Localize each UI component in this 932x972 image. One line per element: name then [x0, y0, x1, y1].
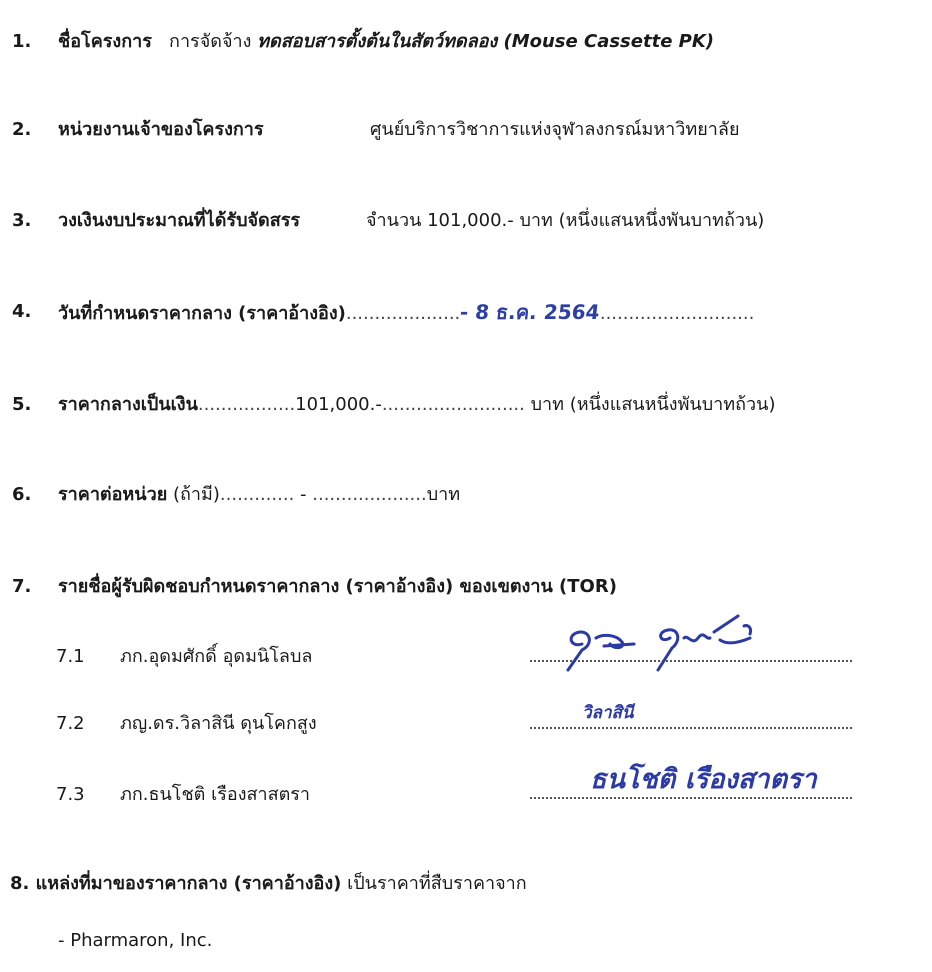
item-1-project: ทดสอบสารตั้งต้นในสัตว์ทดลอง (Mouse Cassette PK) — [257, 31, 715, 52]
item-4-dots-a: .................... — [345, 303, 461, 324]
item-8-rest: เป็นราคาที่สืบราคาจาก — [347, 873, 527, 894]
item-6-dots-a: ............. — [219, 484, 295, 505]
item-5-label: ราคากลางเป็นเงิน — [58, 394, 198, 415]
item-4-label: วันที่กำหนดราคากลาง (ราคาอ้างอิง) — [58, 303, 346, 324]
item-5-suffix: บาท (หนึ่งแสนหนึ่งพันบาทถ้วน) — [530, 394, 776, 415]
item-4-date: - 8 ธ.ค. 2564 — [459, 300, 602, 324]
signature-text: วิลาสินี — [582, 703, 634, 723]
item-8-content — [10, 872, 527, 896]
item-1-label: ชื่อโครงการ — [58, 31, 152, 52]
item-4-number: 4. — [12, 301, 32, 322]
item-6-number: 6. — [12, 484, 32, 505]
item-7-label: รายชื่อผู้รับผิดชอบกำหนดราคากลาง (ราคาอ้างอิง) ของเขตงาน (TOR) — [58, 576, 617, 597]
item-2-label: หน่วยงานเจ้าของโครงการ — [58, 119, 264, 140]
item-5-content — [58, 393, 775, 417]
person-number: 7.2 — [56, 713, 85, 734]
item-1-content — [58, 30, 714, 54]
item-5-number: 5. — [12, 394, 32, 415]
signature-1-graphic — [560, 604, 780, 676]
item-6-label: ราคาต่อหน่วย — [58, 484, 168, 505]
item-2-number: 2. — [12, 119, 32, 140]
person-number: 7.3 — [56, 784, 85, 805]
item-3-value: จำนวน 101,000.- บาท (หนึ่งแสนหนึ่งพันบาทถ้วน) — [366, 210, 765, 231]
source-item: - Pharmaron, Inc. — [58, 930, 213, 951]
item-1-prefix: การจัดจ้าง — [169, 31, 252, 52]
item-6-paren: (ถ้ามี) — [172, 484, 220, 505]
item-6-unit: บาท — [426, 484, 461, 505]
item-5-amount: 101,000.- — [295, 394, 382, 415]
signature-text: ธนโชติ เรืองสาตรา — [590, 764, 817, 795]
item-8-label: 8. แหล่งที่มาของราคากลาง (ราคาอ้างอิง) — [10, 873, 342, 894]
item-2-value: ศูนย์บริการวิชาการแห่งจุฬาลงกรณ์มหาวิทยาลัย — [370, 119, 740, 140]
item-3-number: 3. — [12, 210, 32, 231]
item-6-dots-b: .................... — [312, 484, 427, 505]
item-4-dots-b: ........................... — [599, 303, 755, 324]
item-6-content — [58, 483, 460, 507]
person-name: ภญ.ดร.วิลาสินี ดุนโคกสูง — [120, 713, 317, 734]
signature-3 — [590, 757, 817, 800]
item-5-dots-a: ................. — [197, 394, 296, 415]
person-name: ภก.ธนโชติ เรืองสาสตรา — [120, 784, 311, 805]
signature-image — [560, 604, 760, 674]
item-4-content — [58, 300, 754, 326]
item-1-number: 1. — [12, 31, 32, 52]
signature-2 — [582, 699, 634, 726]
item-3-label: วงเงินงบประมาณที่ได้รับจัดสรร — [58, 210, 301, 231]
person-name: ภก.อุดมศักดิ์ อุดมนิโลบล — [120, 646, 313, 667]
item-7-number: 7. — [12, 576, 32, 597]
person-number: 7.1 — [56, 646, 85, 667]
item-5-dots-b: ......................... — [381, 394, 525, 415]
signature-line — [530, 727, 852, 729]
item-6-value: - — [300, 484, 307, 505]
